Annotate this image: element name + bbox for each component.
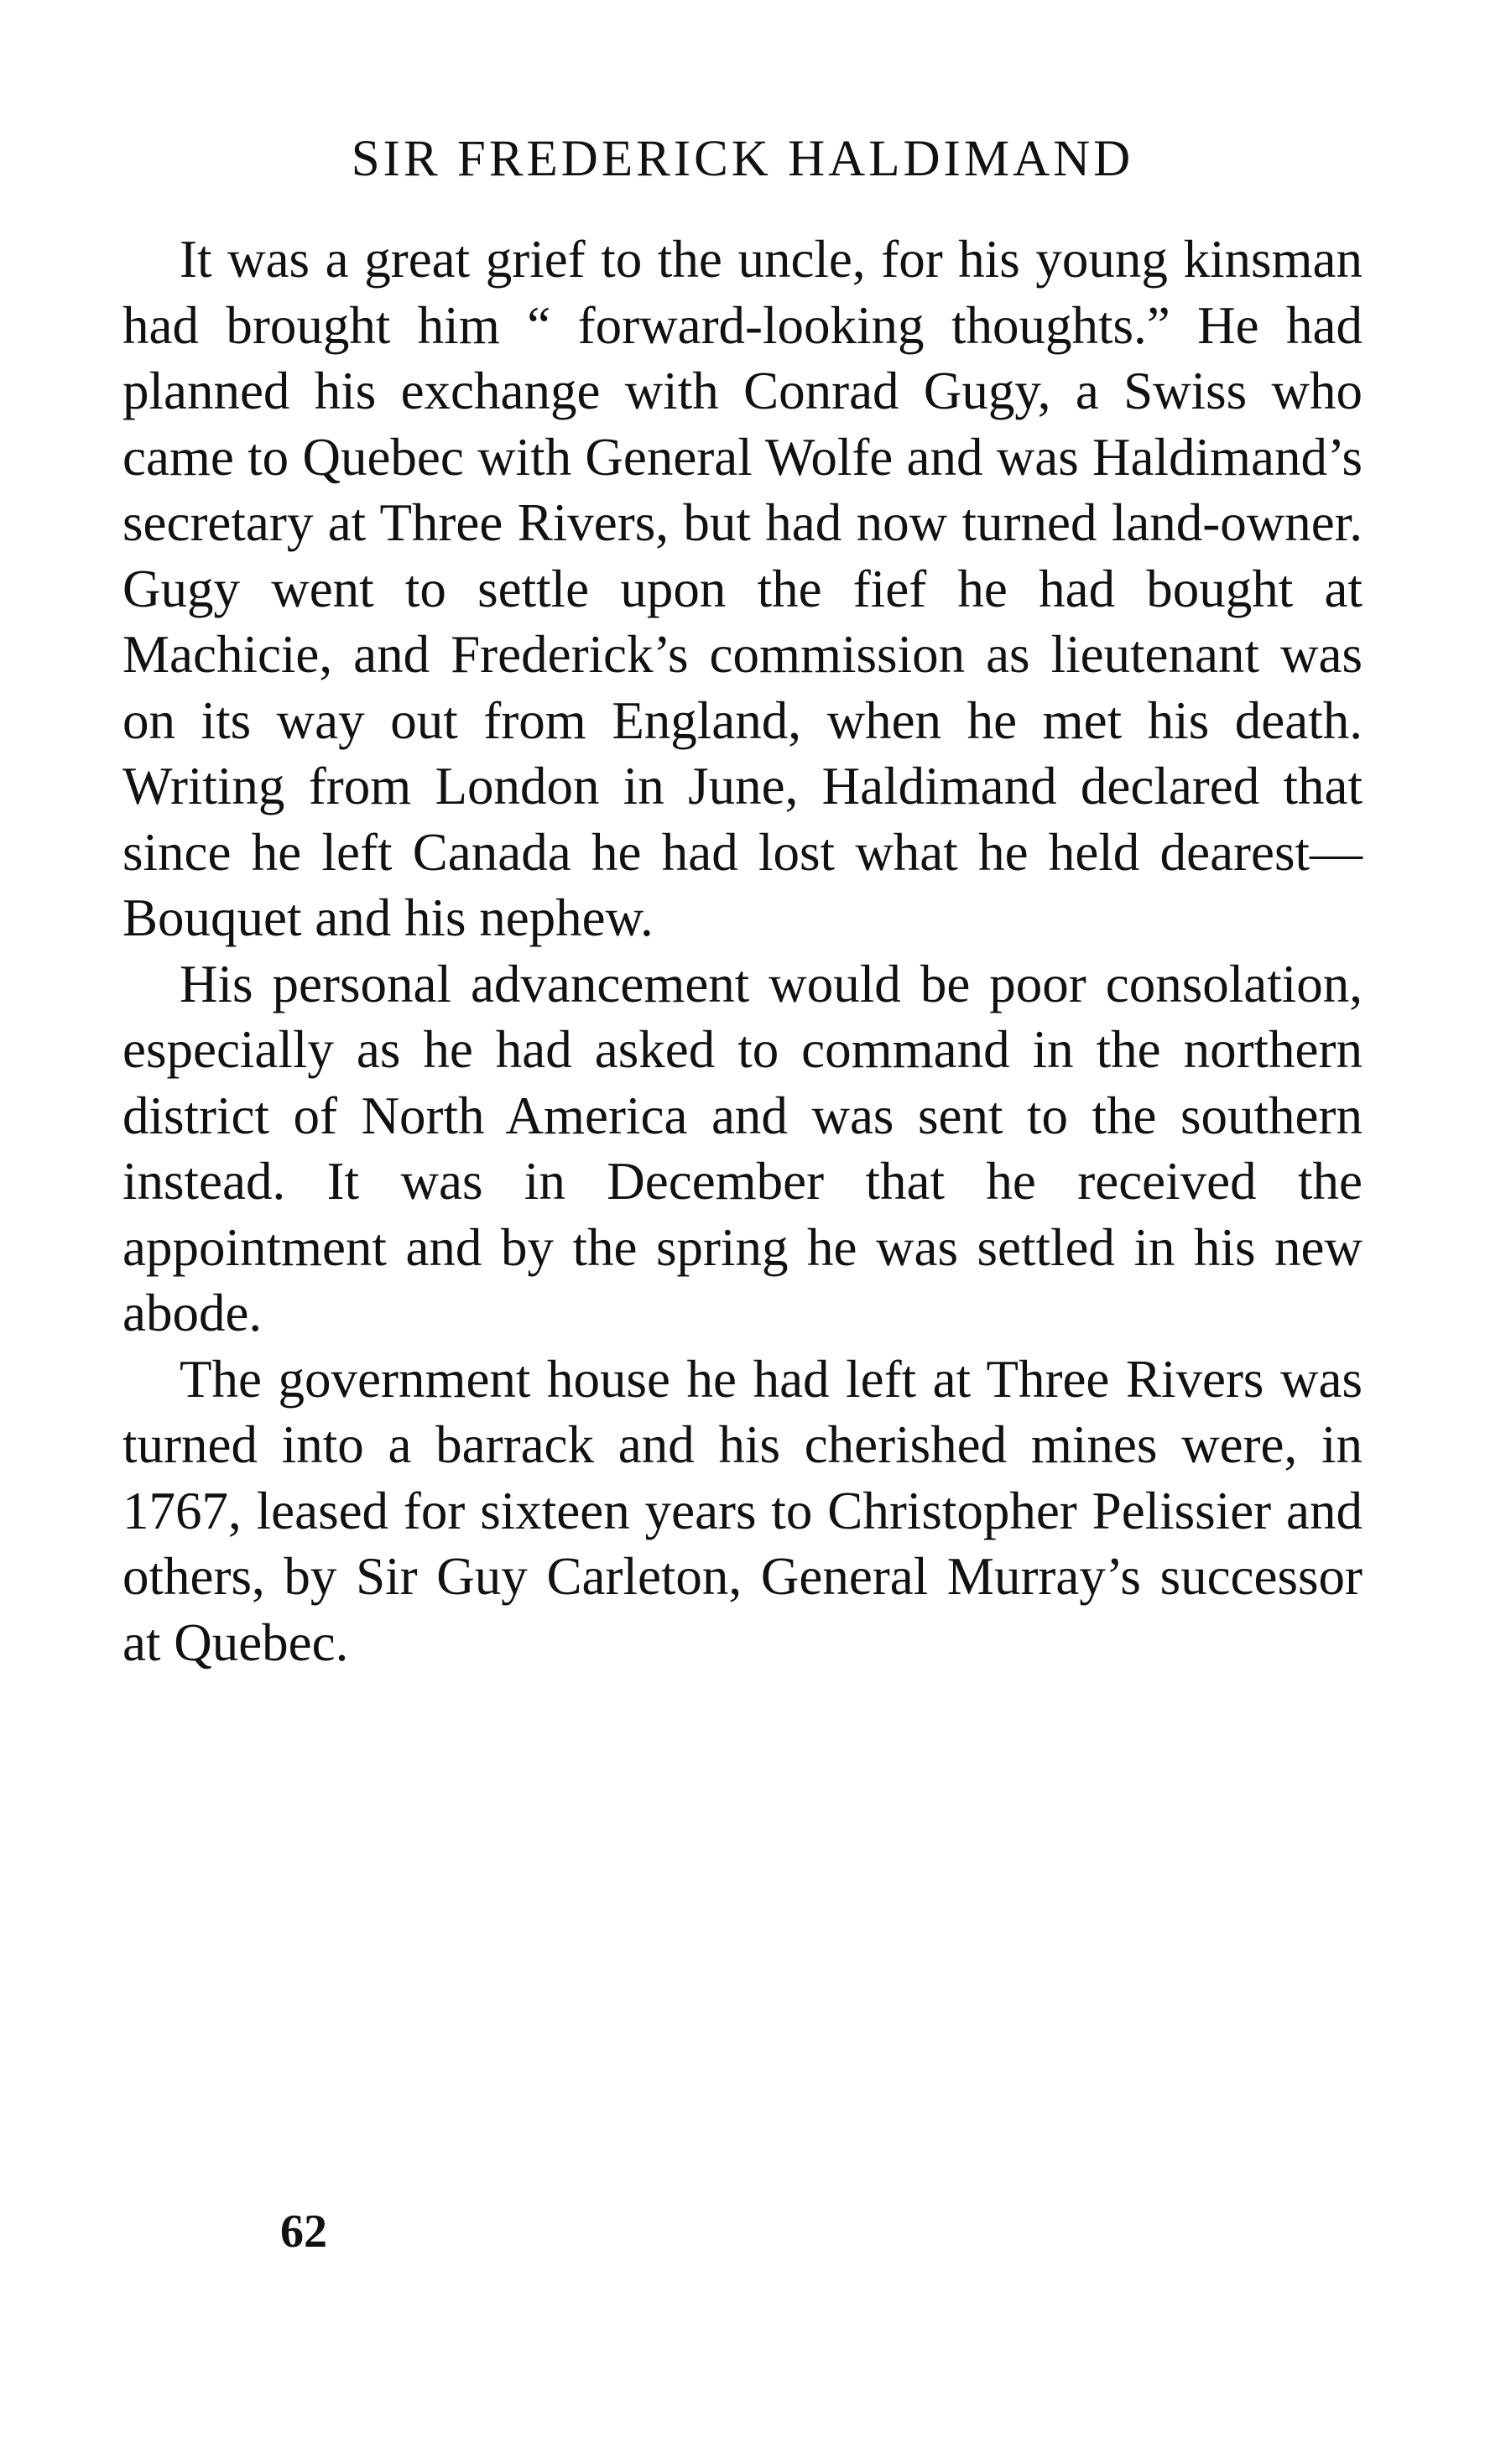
- body-text: [122, 227, 1363, 1675]
- paragraph-1: It was a great grief to the uncle, for his young kinsman had brought him “ forward-looking thoughts.” He had planned his exchange with Conrad Gugy, a Swiss who came to Quebec with General Wolfe and was Haldimand’s secretary at Three Rivers, but had now turned land-owner. Gugy went to settle upon the fief he had bought at Machicie, and Frederick’s commission as lieutenant was on its way out from England, when he met his death. Writing from London in June, Haldimand declared that since he left Canada he had lost what he held dearest—Bouquet and his nephew.: [122, 230, 1363, 947]
- paragraph-2: His personal advancement would be poor consolation, especially as he had asked to command in the northern district of North America and was sent to the southern instead. It was in December that he received the appointment and by the spring he was settled in his new abode.: [122, 954, 1363, 1342]
- running-head: SIR FREDERICK HALDIMAND: [351, 131, 1134, 187]
- paragraph-3: The government house he had left at Three Rivers was turned into a barrack and his cherished mines were, in 1767, leased for sixteen years to Christopher Pelissier and others, by Sir Guy Carleton, General Murray’s successor at Quebec.: [122, 1349, 1363, 1672]
- page-number: 62: [280, 2206, 327, 2258]
